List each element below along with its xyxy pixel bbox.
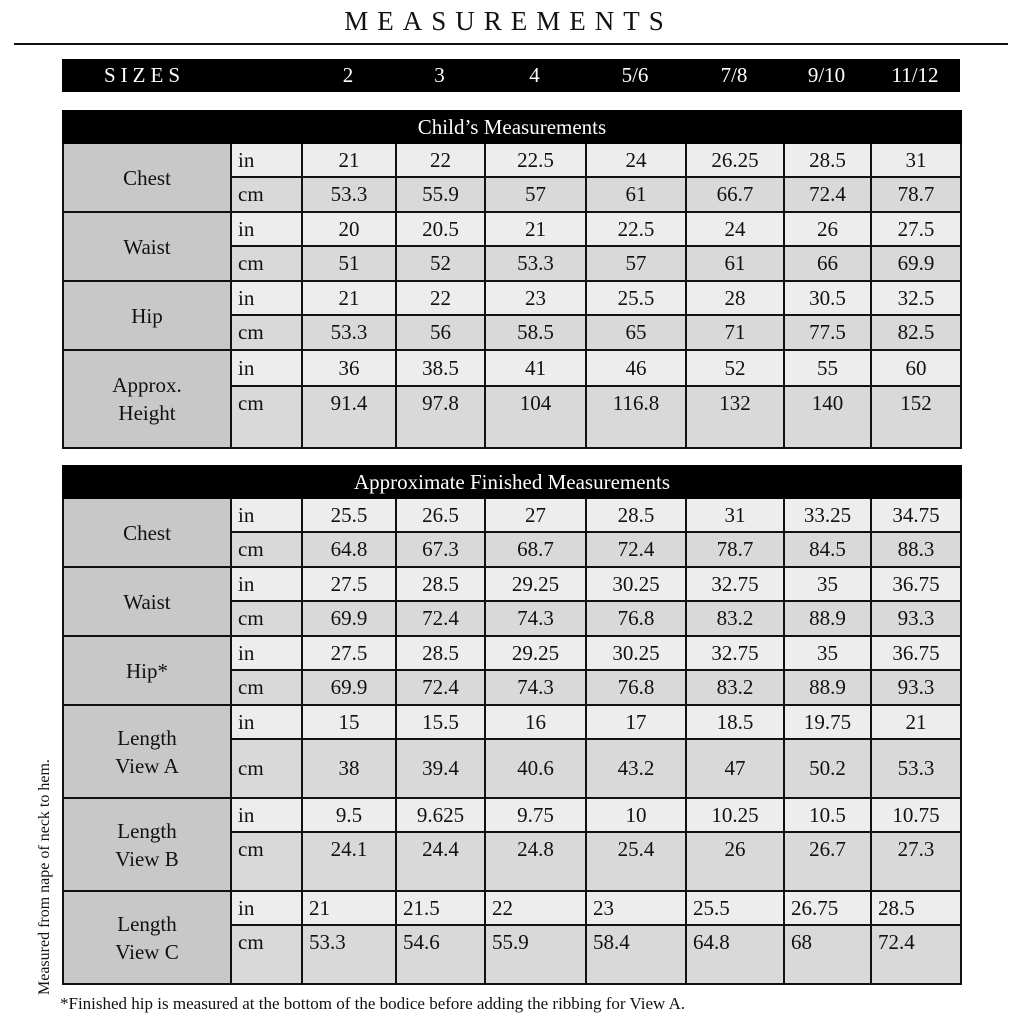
value-cell: 31 xyxy=(871,143,961,177)
table-row xyxy=(63,891,961,925)
value-cell: 51 xyxy=(302,246,396,281)
row-label-line: Length xyxy=(117,911,177,936)
unit-cell-in: in xyxy=(231,567,302,601)
unit-cell-in: in xyxy=(231,212,302,246)
value-cell: 83.2 xyxy=(686,670,784,705)
childs-measurements-table xyxy=(62,110,962,449)
value-cell: 97.8 xyxy=(396,386,485,448)
value-cell: 20.5 xyxy=(396,212,485,246)
unit-cell-in: in xyxy=(231,281,302,315)
value-cell: 78.7 xyxy=(686,532,784,567)
value-cell: 22 xyxy=(396,143,485,177)
childs-heading: Child’s Measurements xyxy=(63,111,961,143)
table-row xyxy=(63,705,961,739)
value-cell: 56 xyxy=(396,315,485,350)
side-note: Measured from nape of neck to hem. xyxy=(36,759,53,995)
value-cell: 23 xyxy=(485,281,586,315)
value-cell: 69.9 xyxy=(302,601,396,636)
table-row xyxy=(63,281,961,315)
value-cell: 88.9 xyxy=(784,670,871,705)
value-cell: 38.5 xyxy=(396,350,485,386)
value-cell: 32.75 xyxy=(686,636,784,670)
unit-cell-cm: cm xyxy=(231,532,302,567)
value-cell: 76.8 xyxy=(586,601,686,636)
value-cell: 58.5 xyxy=(485,315,586,350)
value-cell: 9.625 xyxy=(396,798,485,832)
value-cell: 10.75 xyxy=(871,798,961,832)
unit-cell-in: in xyxy=(231,350,302,386)
value-cell: 61 xyxy=(586,177,686,212)
value-cell: 93.3 xyxy=(871,670,961,705)
value-cell: 84.5 xyxy=(784,532,871,567)
value-cell: 22 xyxy=(485,891,586,925)
value-cell: 32.75 xyxy=(686,567,784,601)
value-cell: 21.5 xyxy=(396,891,485,925)
value-cell: 22.5 xyxy=(485,143,586,177)
value-cell: 74.3 xyxy=(485,601,586,636)
unit-cell-in: in xyxy=(231,143,302,177)
value-cell: 24 xyxy=(686,212,784,246)
row-label: Waist xyxy=(63,567,231,636)
unit-cell-cm: cm xyxy=(231,670,302,705)
row-label-line: Length xyxy=(117,818,177,843)
page-title: MEASUREMENTS xyxy=(344,6,673,36)
value-cell: 25.4 xyxy=(586,832,686,891)
unit-cell-cm: cm xyxy=(231,386,302,448)
value-cell: 38 xyxy=(302,739,396,798)
size-3: 3 xyxy=(434,63,445,87)
value-cell: 36.75 xyxy=(871,567,961,601)
value-cell: 26 xyxy=(784,212,871,246)
table-row xyxy=(63,350,961,386)
value-cell: 69.9 xyxy=(302,670,396,705)
value-cell: 72.4 xyxy=(871,925,961,984)
unit-cell-in: in xyxy=(231,705,302,739)
value-cell: 22.5 xyxy=(586,212,686,246)
row-label xyxy=(63,350,231,448)
value-cell: 53.3 xyxy=(871,739,961,798)
value-cell: 28.5 xyxy=(396,636,485,670)
value-cell: 19.75 xyxy=(784,705,871,739)
sizes-header xyxy=(62,59,960,92)
value-cell: 16 xyxy=(485,705,586,739)
value-cell: 35 xyxy=(784,567,871,601)
table-row xyxy=(63,636,961,670)
row-label: Waist xyxy=(63,212,231,281)
value-cell: 29.25 xyxy=(485,567,586,601)
value-cell: 40.6 xyxy=(485,739,586,798)
value-cell: 64.8 xyxy=(302,532,396,567)
value-cell: 10 xyxy=(586,798,686,832)
value-cell: 9.75 xyxy=(485,798,586,832)
table-row xyxy=(63,143,961,177)
value-cell: 22 xyxy=(396,281,485,315)
value-cell: 53.3 xyxy=(302,177,396,212)
value-cell: 28.5 xyxy=(586,498,686,532)
unit-cell-in: in xyxy=(231,891,302,925)
value-cell: 21 xyxy=(302,281,396,315)
value-cell: 31 xyxy=(686,498,784,532)
value-cell: 28.5 xyxy=(784,143,871,177)
value-cell: 65 xyxy=(586,315,686,350)
table-row xyxy=(63,498,961,532)
value-cell: 27.3 xyxy=(871,832,961,891)
value-cell: 24.8 xyxy=(485,832,586,891)
table-row xyxy=(63,798,961,832)
value-cell: 83.2 xyxy=(686,601,784,636)
value-cell: 58.4 xyxy=(586,925,686,984)
value-cell: 68 xyxy=(784,925,871,984)
row-label xyxy=(63,891,231,984)
value-cell: 72.4 xyxy=(396,670,485,705)
value-cell: 28.5 xyxy=(871,891,961,925)
value-cell: 50.2 xyxy=(784,739,871,798)
value-cell: 61 xyxy=(686,246,784,281)
unit-cell-cm: cm xyxy=(231,177,302,212)
value-cell: 36.75 xyxy=(871,636,961,670)
value-cell: 30.25 xyxy=(586,636,686,670)
value-cell: 17 xyxy=(586,705,686,739)
value-cell: 21 xyxy=(485,212,586,246)
unit-cell-cm: cm xyxy=(231,601,302,636)
value-cell: 57 xyxy=(485,177,586,212)
value-cell: 60 xyxy=(871,350,961,386)
value-cell: 39.4 xyxy=(396,739,485,798)
value-cell: 15 xyxy=(302,705,396,739)
row-label-line: Length xyxy=(117,725,177,750)
value-cell: 74.3 xyxy=(485,670,586,705)
size-11-12: 11/12 xyxy=(891,63,939,87)
value-cell: 26.25 xyxy=(686,143,784,177)
value-cell: 26 xyxy=(686,832,784,891)
row-label-line: View A xyxy=(115,753,179,778)
value-cell: 53.3 xyxy=(485,246,586,281)
value-cell: 30.25 xyxy=(586,567,686,601)
value-cell: 76.8 xyxy=(586,670,686,705)
value-cell: 18.5 xyxy=(686,705,784,739)
value-cell: 66 xyxy=(784,246,871,281)
value-cell: 82.5 xyxy=(871,315,961,350)
value-cell: 54.6 xyxy=(396,925,485,984)
value-cell: 67.3 xyxy=(396,532,485,567)
value-cell: 71 xyxy=(686,315,784,350)
value-cell: 35 xyxy=(784,636,871,670)
row-label: Chest xyxy=(63,498,231,567)
size-9-10: 9/10 xyxy=(807,63,846,87)
unit-cell-cm: cm xyxy=(231,925,302,984)
table-row xyxy=(63,212,961,246)
value-cell: 26.5 xyxy=(396,498,485,532)
row-label xyxy=(63,705,231,798)
size-5-6: 5/6 xyxy=(621,63,649,87)
value-cell: 29.25 xyxy=(485,636,586,670)
value-cell: 27.5 xyxy=(302,567,396,601)
value-cell: 28.5 xyxy=(396,567,485,601)
value-cell: 69.9 xyxy=(871,246,961,281)
value-cell: 132 xyxy=(686,386,784,448)
value-cell: 24.1 xyxy=(302,832,396,891)
value-cell: 41 xyxy=(485,350,586,386)
value-cell: 68.7 xyxy=(485,532,586,567)
row-label: Hip xyxy=(63,281,231,350)
value-cell: 77.5 xyxy=(784,315,871,350)
size-2: 2 xyxy=(342,63,354,87)
finished-measurements-table xyxy=(62,465,962,985)
table-row xyxy=(63,567,961,601)
value-cell: 23 xyxy=(586,891,686,925)
value-cell: 27.5 xyxy=(302,636,396,670)
value-cell: 88.9 xyxy=(784,601,871,636)
value-cell: 33.25 xyxy=(784,498,871,532)
unit-cell-in: in xyxy=(231,798,302,832)
value-cell: 30.5 xyxy=(784,281,871,315)
row-label-line: Approx. xyxy=(112,373,182,397)
footnote: *Finished hip is measured at the bottom of the bodice before adding the ribbing for View A. xyxy=(60,994,686,1013)
value-cell: 64.8 xyxy=(686,925,784,984)
row-label xyxy=(63,798,231,891)
value-cell: 57 xyxy=(586,246,686,281)
value-cell: 53.3 xyxy=(302,925,396,984)
value-cell: 28 xyxy=(686,281,784,315)
value-cell: 9.5 xyxy=(302,798,396,832)
value-cell: 10.25 xyxy=(686,798,784,832)
value-cell: 46 xyxy=(586,350,686,386)
unit-cell-in: in xyxy=(231,498,302,532)
value-cell: 43.2 xyxy=(586,739,686,798)
value-cell: 26.7 xyxy=(784,832,871,891)
value-cell: 25.5 xyxy=(586,281,686,315)
value-cell: 25.5 xyxy=(686,891,784,925)
value-cell: 72.4 xyxy=(586,532,686,567)
value-cell: 24 xyxy=(586,143,686,177)
unit-cell-cm: cm xyxy=(231,739,302,798)
size-7-8: 7/8 xyxy=(720,63,748,87)
value-cell: 116.8 xyxy=(586,386,686,448)
value-cell: 104 xyxy=(485,386,586,448)
value-cell: 78.7 xyxy=(871,177,961,212)
value-cell: 27.5 xyxy=(871,212,961,246)
value-cell: 66.7 xyxy=(686,177,784,212)
value-cell: 52 xyxy=(686,350,784,386)
value-cell: 24.4 xyxy=(396,832,485,891)
value-cell: 34.75 xyxy=(871,498,961,532)
value-cell: 140 xyxy=(784,386,871,448)
value-cell: 93.3 xyxy=(871,601,961,636)
value-cell: 15.5 xyxy=(396,705,485,739)
size-4: 4 xyxy=(529,63,540,87)
value-cell: 27 xyxy=(485,498,586,532)
value-cell: 152 xyxy=(871,386,961,448)
value-cell: 21 xyxy=(302,143,396,177)
value-cell: 32.5 xyxy=(871,281,961,315)
value-cell: 25.5 xyxy=(302,498,396,532)
value-cell: 88.3 xyxy=(871,532,961,567)
row-label-line: View C xyxy=(115,939,179,964)
value-cell: 20 xyxy=(302,212,396,246)
value-cell: 53.3 xyxy=(302,315,396,350)
row-label-line: Height xyxy=(118,401,176,425)
value-cell: 21 xyxy=(871,705,961,739)
unit-cell-in: in xyxy=(231,636,302,670)
value-cell: 91.4 xyxy=(302,386,396,448)
value-cell: 72.4 xyxy=(396,601,485,636)
value-cell: 55.9 xyxy=(485,925,586,984)
value-cell: 36 xyxy=(302,350,396,386)
row-label: Chest xyxy=(63,143,231,212)
title-divider xyxy=(14,43,1008,45)
row-label-line: View B xyxy=(115,846,179,871)
value-cell: 55.9 xyxy=(396,177,485,212)
value-cell: 47 xyxy=(686,739,784,798)
unit-cell-cm: cm xyxy=(231,246,302,281)
row-label: Hip* xyxy=(63,636,231,705)
unit-cell-cm: cm xyxy=(231,832,302,891)
value-cell: 52 xyxy=(396,246,485,281)
value-cell: 21 xyxy=(302,891,396,925)
value-cell: 26.75 xyxy=(784,891,871,925)
value-cell: 10.5 xyxy=(784,798,871,832)
sizes-label: SIZES xyxy=(104,63,186,87)
value-cell: 72.4 xyxy=(784,177,871,212)
finished-heading: Approximate Finished Measurements xyxy=(63,466,961,498)
unit-cell-cm: cm xyxy=(231,315,302,350)
value-cell: 55 xyxy=(784,350,871,386)
